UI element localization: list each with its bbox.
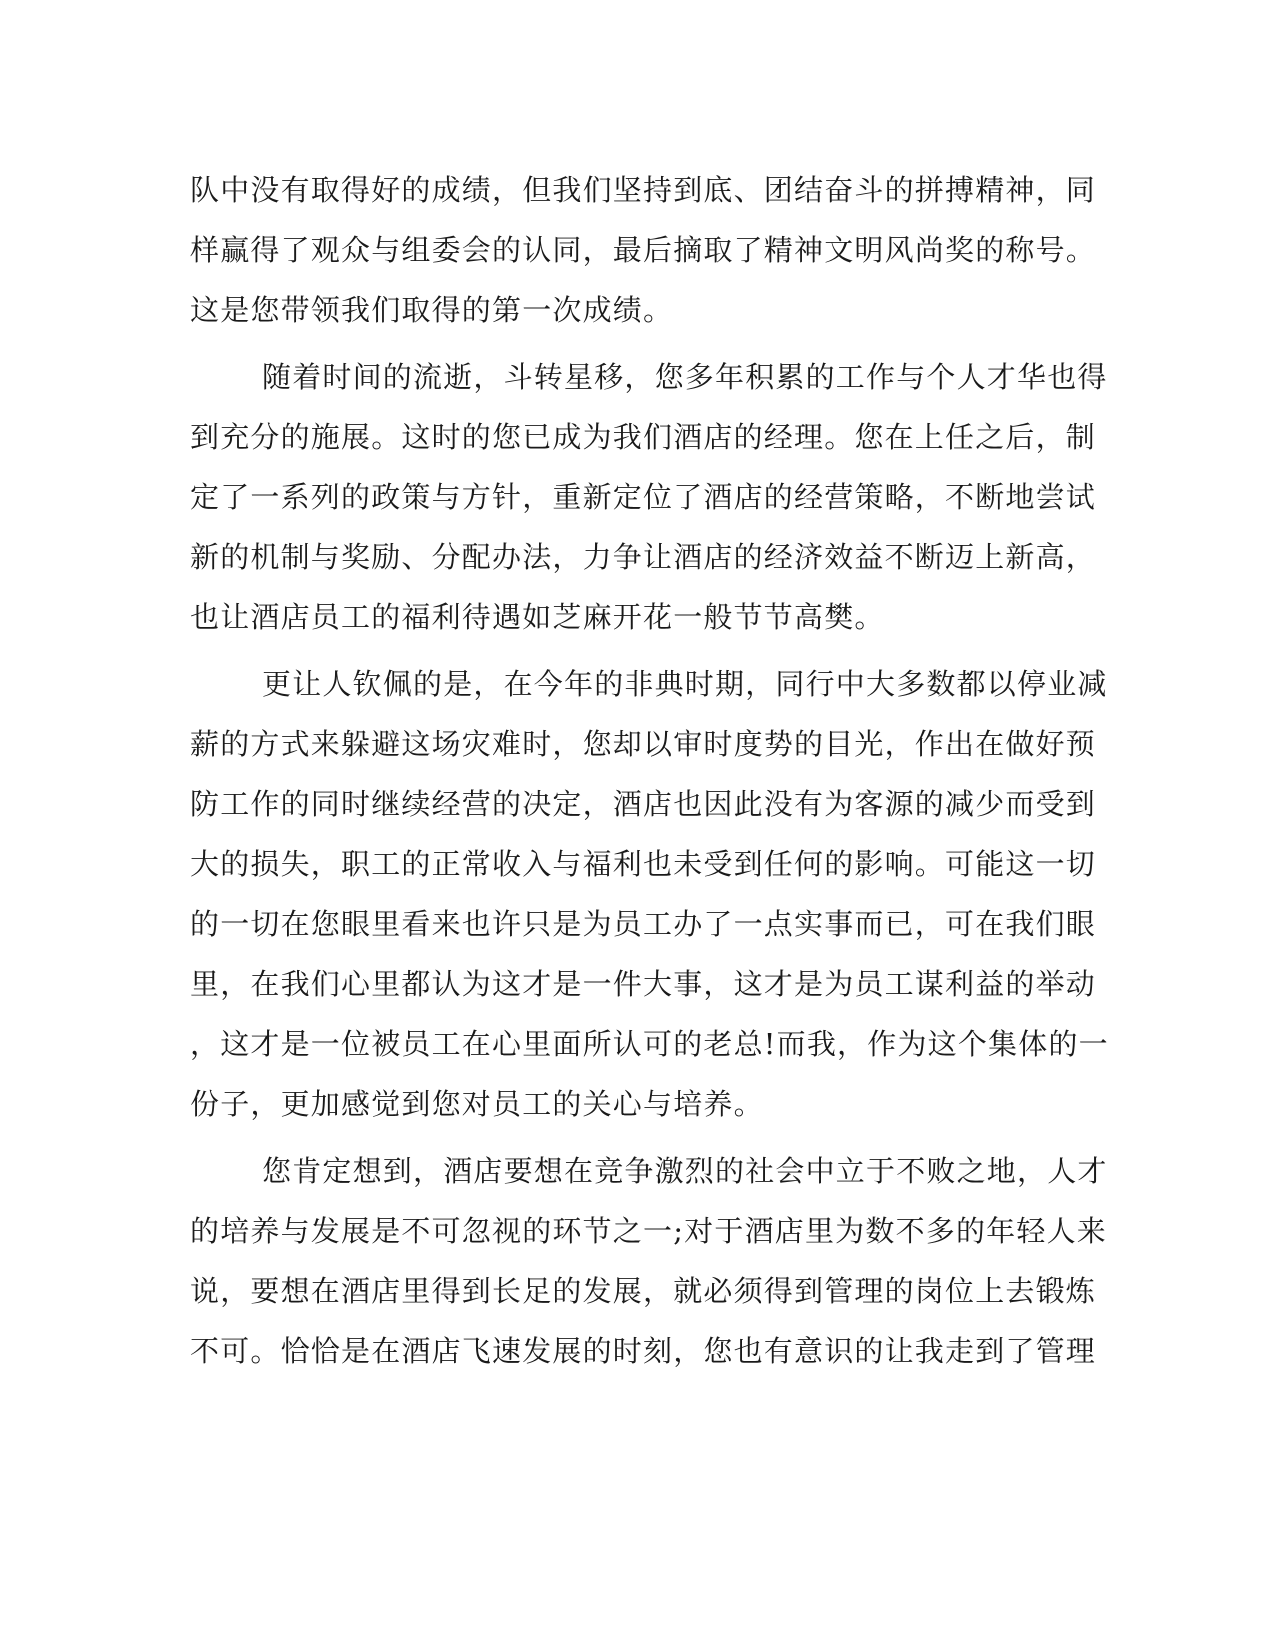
text-line: 防工作的同时继续经营的决定，酒店也因此没有为客源的减少而受到 — [190, 787, 1097, 821]
document-body — [190, 160, 1109, 1381]
text-line: 这是您带领我们取得的第一次成绩。 — [190, 293, 674, 327]
text-line: 定了一系列的政策与方针，重新定位了酒店的经营策略，不断地尝试 — [190, 480, 1097, 514]
text-line: 薪的方式来躲避这场灾难时，您却以审时度势的目光，作出在做好预 — [190, 727, 1097, 761]
text-line: ，这才是一位被员工在心里面所认可的老总!而我，作为这个集体的一 — [190, 1027, 1109, 1061]
paragraph-first-line: 更让人钦佩的是，在今年的非典时期，同行中大多数都以停业减 — [262, 667, 1108, 701]
text-line: 说，要想在酒店里得到长足的发展，就必须得到管理的岗位上去锻炼 — [190, 1274, 1097, 1308]
text-line: 大的损失，职工的正常收入与福利也未受到任何的影响。可能这一切 — [190, 847, 1097, 881]
paragraph-first-line: 您肯定想到，酒店要想在竞争激烈的社会中立于不败之地，人才 — [262, 1154, 1108, 1188]
text-line: 不可。恰恰是在酒店飞速发展的时刻，您也有意识的让我走到了管理 — [190, 1334, 1097, 1368]
text-line: 里，在我们心里都认为这才是一件大事，这才是为员工谋利益的举动 — [190, 967, 1097, 1001]
text-line: 也让酒店员工的福利待遇如芝麻开花一般节节高樊。 — [190, 600, 885, 634]
text-line: 的一切在您眼里看来也许只是为员工办了一点实事而已，可在我们眼 — [190, 907, 1097, 941]
text-line: 份子，更加感觉到您对员工的关心与培养。 — [190, 1087, 764, 1121]
text-line: 样赢得了观众与组委会的认同，最后摘取了精神文明风尚奖的称号。 — [190, 233, 1097, 267]
paragraph-first-line: 随着时间的流逝，斗转星移，您多年积累的工作与个人才华也得 — [262, 360, 1108, 394]
text-line: 的培养与发展是不可忽视的环节之一;对于酒店里为数不多的年轻人来 — [190, 1214, 1107, 1248]
text-line: 队中没有取得好的成绩，但我们坚持到底、团结奋斗的拼搏精神，同 — [190, 173, 1097, 207]
text-line: 到充分的施展。这时的您已成为我们酒店的经理。您在上任之后，制 — [190, 420, 1097, 454]
text-line: 新的机制与奖励、分配办法，力争让酒店的经济效益不断迈上新高， — [190, 540, 1097, 574]
